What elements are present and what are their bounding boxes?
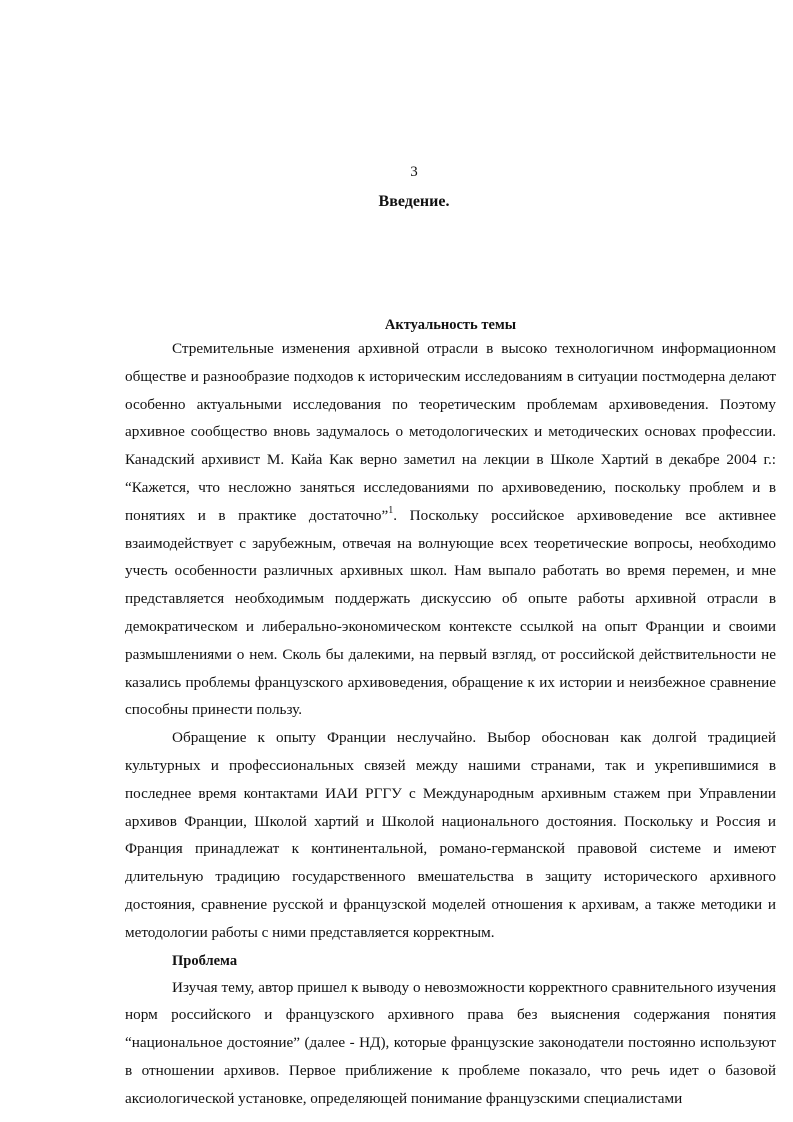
body-text [125, 313, 776, 1113]
section-heading-problem: Проблема [172, 952, 238, 969]
page-title: Введение. [378, 193, 450, 210]
paragraph-france: Обращение к опыту Франции неслучайно. Выбор обоснован как долгой традицией культурных и профессиональных связей между нашими странами, так и укрепившимися в последнее время контактами ИАИ РГГУ с Международным архивным стажем при Управлении архивов Франции, Школой хартий и Школой национального достояния. Поскольку и Россия и Франция принадлежат к континентальной, романо-германской правовой системе и имеют длительную традицию государственного вмешательства в защиту исторического архивного достояния, сравнение русской и французской моделей отношения к архивам, а также методики и методологии работы с ними представляется корректным. [125, 729, 776, 941]
paragraph-problem: Изучая тему, автор пришел к выводу о невозможности корректного сравнительного изучения норм российского и французского архивного права без выяснения содержания понятия “национальное достояние” (далее - НД), которые французские законодатели постоянно используют в отношении архивов. Первое приближение к проблеме показало, что речь идет о базовой аксиологической установке, определяющей понимание французскими специалистами [125, 978, 776, 1107]
paragraph-relevance-text-1: Стремительные изменения архивной отрасли в высоко технологичном информационном обществе и разнообразие подходов к историческим исследованиям в ситуации постмодерна делают особенно актуальными исследования по теоретическим проблемам архивоведения. Поэтому архивное сообщество вновь задумалось о методологических и методических основах профессии. Канадский архивист М. Кайа Как верно заметил на лекции в Школе Хартий в декабре 2004 г.: “Кажется, что несложно заняться исследованиями по архивоведению, поскольку проблем и в понятиях и в практике достаточно” [125, 340, 776, 524]
page-number: 3 [410, 164, 418, 180]
section-heading-relevance: Актуальность темы [384, 317, 517, 333]
paragraph-relevance [125, 335, 776, 724]
paragraph-relevance-text-2: . Поскольку российское архивоведение все активнее взаимодействует с зарубежным, отвечая на волнующие всех теоретические вопросы, необходимо учесть особенности различных архивных школ. Нам выпало работать во время перемен, и мне представляется необходимым поддержать дискуссию об опыте работы архивной отрасли в демократическом и либерально-экономическом контексте ссылкой на опыт Франции и своими размышлениями о нем. Сколь бы далекими, на первый взгляд, от российской действительности не казались проблемы французского архивоведения, обращение к их истории и неизбежное сравнение способны принести пользу. [125, 506, 776, 719]
footnote-marker: 1 [388, 504, 394, 516]
